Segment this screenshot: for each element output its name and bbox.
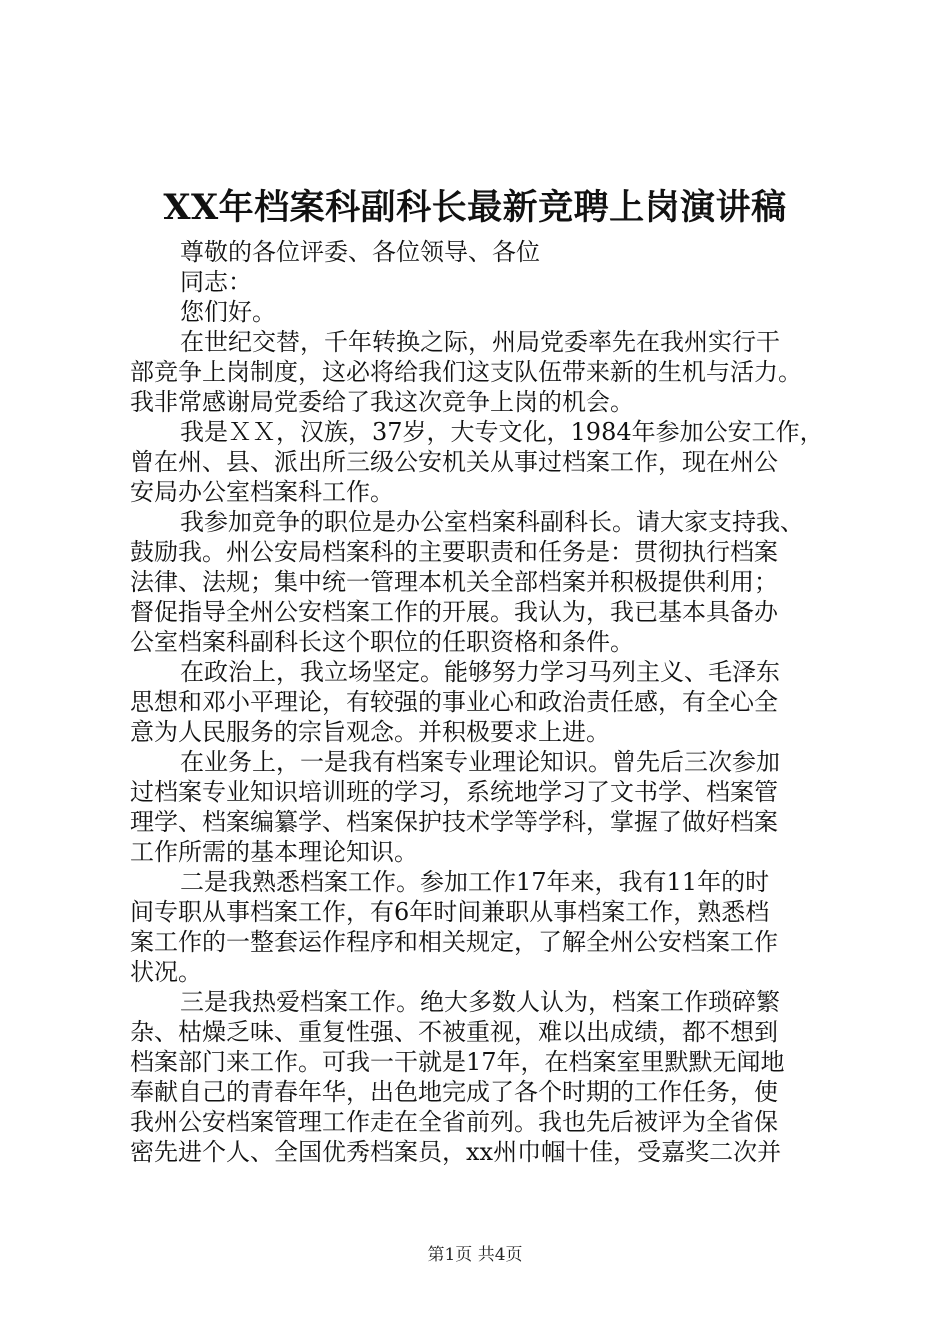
text-line: 在政治上，我立场坚定。能够努力学习马列主义、毛泽东 <box>180 658 780 686</box>
text-line: 您们好。 <box>180 298 276 326</box>
page-number-footer: 第1页 共4页 <box>427 1245 523 1265</box>
text-line: 督促指导全州公安档案工作的开展。我认为，我已基本具备办 <box>130 598 778 626</box>
text-line: 法律、法规；集中统一管理本机关全部档案并积极提供利用； <box>130 568 778 596</box>
text-line: 三是我热爱档案工作。绝大多数人认为，档案工作琐碎繁 <box>180 988 780 1016</box>
text-line: 尊敬的各位评委、各位领导、各位 <box>180 238 540 266</box>
text-line: 公室档案科副科长这个职位的任职资格和条件。 <box>130 628 634 656</box>
text-line: 工作所需的基本理论知识。 <box>130 838 418 866</box>
text-line: 奉献自己的青春年华，出色地完成了各个时期的工作任务，使 <box>130 1078 778 1106</box>
text-line: 安局办公室档案科工作。 <box>130 478 394 506</box>
document-title: XX年档案科副科长最新竞聘上岗演讲稿 <box>163 187 787 228</box>
document-body <box>130 237 832 1167</box>
text-line: 我是ＸＸ，汉族，37岁，大专文化，1984年参加公安工作， <box>180 418 824 446</box>
text-line: 密先进个人、全国优秀档案员，xx州巾帼十佳，受嘉奖二次并 <box>130 1138 782 1166</box>
text-line: 意为人民服务的宗旨观念。并积极要求上进。 <box>130 718 610 746</box>
text-line: 档案部门来工作。可我一干就是17年，在档案室里默默无闻地 <box>130 1048 785 1076</box>
text-line: 我参加竞争的职位是办公室档案科副科长。请大家支持我、 <box>180 508 804 536</box>
text-line: 曾在州、县、派出所三级公安机关从事过档案工作，现在州公 <box>130 448 778 476</box>
text-line: 我州公安档案管理工作走在全省前列。我也先后被评为全省保 <box>130 1108 778 1136</box>
text-line: 二是我熟悉档案工作。参加工作17年来，我有11年的时 <box>180 868 770 896</box>
text-line: 鼓励我。州公安局档案科的主要职责和任务是：贯彻执行档案 <box>130 538 778 566</box>
text-line: 案工作的一整套运作程序和相关规定，了解全州公安档案工作 <box>130 928 778 956</box>
text-line: 同志： <box>180 268 252 296</box>
text-line: 在世纪交替，千年转换之际，州局党委率先在我州实行干 <box>180 328 780 356</box>
text-line: 我非常感谢局党委给了我这次竞争上岗的机会。 <box>130 388 634 416</box>
text-line: 过档案专业知识培训班的学习，系统地学习了文书学、档案管 <box>130 778 778 806</box>
text-line: 部竞争上岗制度，这必将给我们这支队伍带来新的生机与活力。 <box>130 358 802 386</box>
text-line: 状况。 <box>130 958 202 986</box>
text-line: 思想和邓小平理论，有较强的事业心和政治责任感，有全心全 <box>130 688 778 716</box>
text-line: 杂、枯燥乏味、重复性强、不被重视，难以出成绩，都不想到 <box>130 1018 778 1046</box>
text-line: 理学、档案编纂学、档案保护技术学等学科，掌握了做好档案 <box>130 808 778 836</box>
text-line: 在业务上，一是我有档案专业理论知识。曾先后三次参加 <box>180 748 780 776</box>
text-line: 间专职从事档案工作，有6年时间兼职从事档案工作，熟悉档 <box>130 898 770 926</box>
